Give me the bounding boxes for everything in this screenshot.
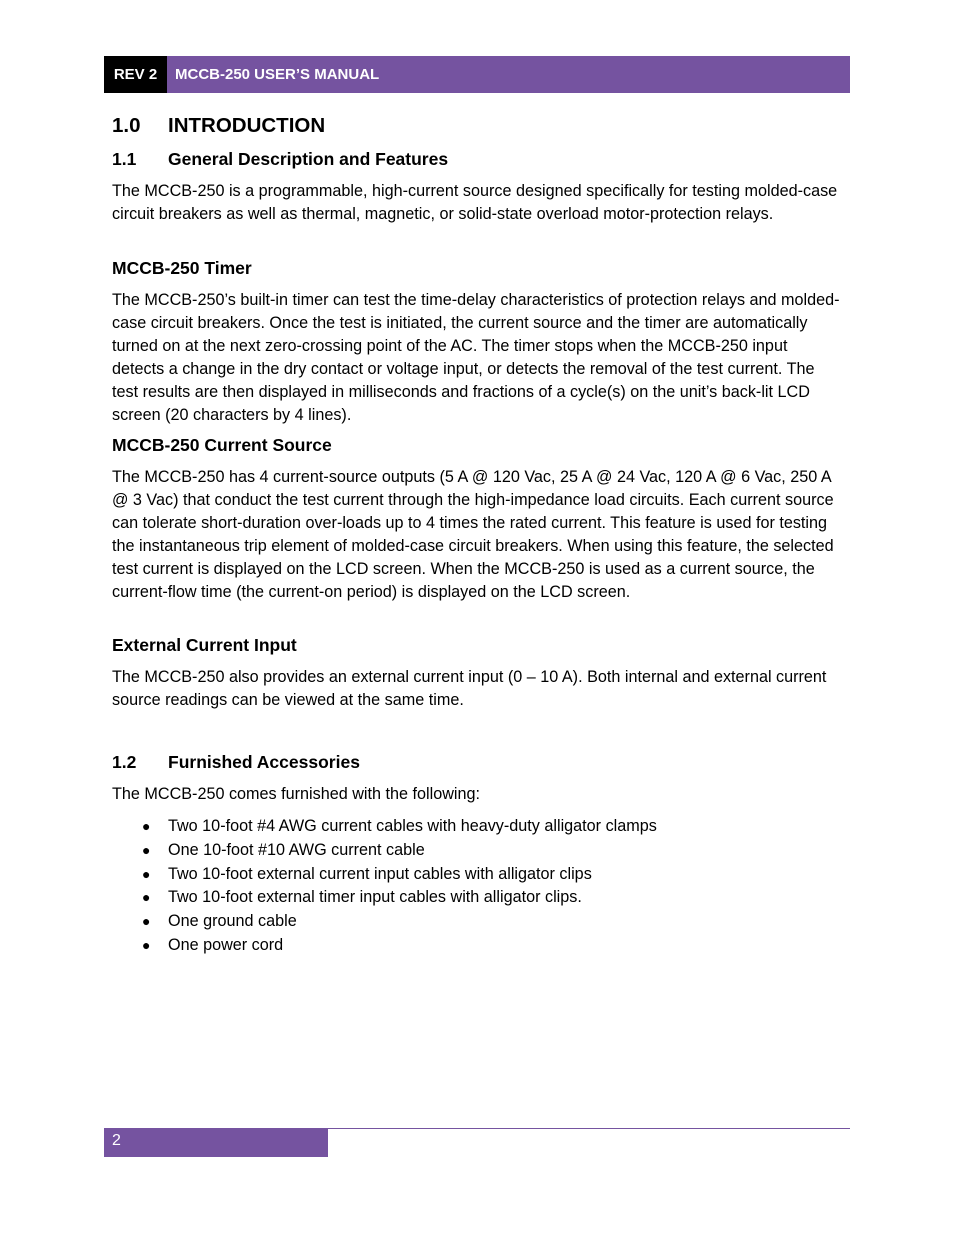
list-item: ● Two 10-foot external timer input cables with alligator clips. xyxy=(112,886,657,910)
list-item: ● One ground cable xyxy=(112,910,657,934)
subsection-heading-general xyxy=(112,149,448,170)
bullet-icon: ● xyxy=(142,865,151,882)
bullet-icon: ● xyxy=(142,841,151,858)
subsection-number: 1.2 xyxy=(112,752,137,772)
list-item: ● One 10-foot #10 AWG current cable xyxy=(112,839,657,863)
general-description-paragraph: The MCCB-250 is a programmable, high-current source designed specifically for testing molded-case circuit breakers as well as thermal, magnetic, or solid-state overload motor-protection relays. xyxy=(112,182,838,223)
current-source-paragraph: The MCCB-250 has 4 current-source outputs (5 A @ 120 Vac, 25 A @ 24 Vac, 120 A @ 6 Vac, 250 A @ 3 Vac) that conduct the test current through the high-impedance load circuits. Each current source can tolerate short-duration over-loads up to 4 times the rated current. This feature is used for testing the instantaneous trip element of molded-case circuit breakers. When using this feature, the selected test current is displayed on the LCD screen. When the MCCB-250 is used as a current source, the current-flow time (the current-on period) is displayed on the LCD screen. xyxy=(112,468,834,601)
section-number: 1.0 xyxy=(112,114,141,137)
manual-title: MCCB-250 USER’S MANUAL xyxy=(167,56,850,93)
external-input-heading: External Current Input xyxy=(112,635,297,655)
bullet-icon: ● xyxy=(142,913,151,930)
external-input-paragraph: The MCCB-250 also provides an external current input (0 – 10 A). Both internal and external current source readings can be viewed at the same time. xyxy=(112,668,827,709)
list-item: ● Two 10-foot #4 AWG current cables with heavy-duty alligator clamps xyxy=(112,815,657,839)
page-header xyxy=(104,56,850,93)
timer-heading: MCCB-250 Timer xyxy=(112,258,252,278)
subsection-number: 1.1 xyxy=(112,149,137,169)
timer-paragraph: The MCCB-250’s built-in timer can test the time-delay characteristics of protection relays and molded-case circuit breakers. Once the test is initiated, the current source and the timer are automatically turned on at the next zero-crossing point of the AC. The timer stops when the MCCB-250 input detects a change in the dry contact or voltage input, or detects the removal of the test current. The test results are then displayed in milliseconds and fractions of a cycle(s) on the unit’s back-lit LCD screen (20 characters by 4 lines). xyxy=(112,291,840,424)
list-item: ● Two 10-foot external current input cables with alligator clips xyxy=(112,863,657,887)
subsection-title: Furnished Accessories xyxy=(168,752,360,772)
revision-label: REV 2 xyxy=(104,56,167,93)
bullet-icon: ● xyxy=(142,889,151,906)
bullet-icon: ● xyxy=(142,818,151,834)
page-number: 2 xyxy=(104,1129,328,1157)
list-item: ● One power cord xyxy=(112,934,657,958)
bullet-icon: ● xyxy=(142,936,151,953)
accessories-list xyxy=(112,815,657,958)
accessories-intro: The MCCB-250 comes furnished with the following: xyxy=(112,785,480,803)
subsection-title: General Description and Features xyxy=(168,149,449,169)
subsection-heading-accessories xyxy=(112,752,360,773)
section-title: INTRODUCTION xyxy=(168,114,326,137)
section-heading-introduction xyxy=(112,114,325,138)
current-source-heading: MCCB-250 Current Source xyxy=(112,435,332,455)
